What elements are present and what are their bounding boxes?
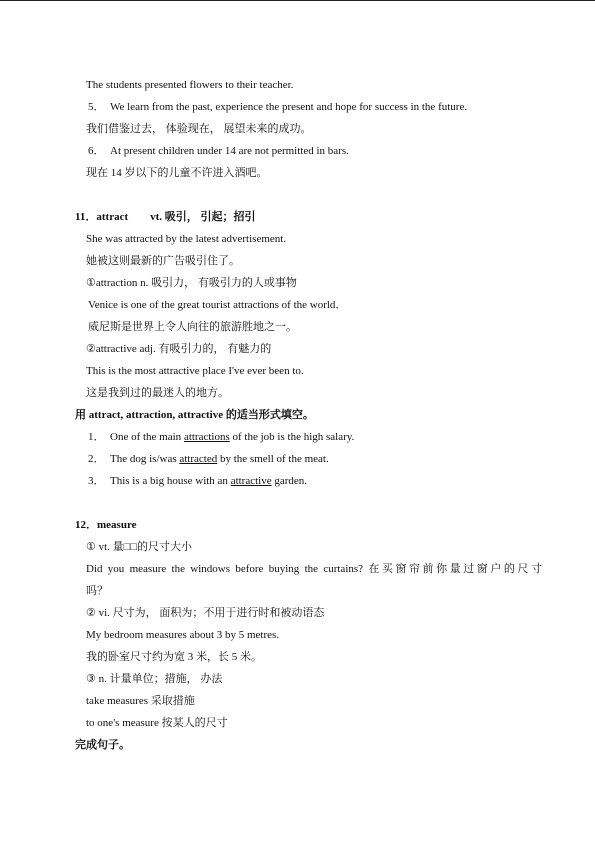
question-text: One of the main <box>110 431 184 443</box>
question-number: 1． <box>88 431 105 443</box>
example-sentence: She was attracted by the latest advertisement. <box>86 233 287 245</box>
example-sentence-continued: 吗？ <box>86 585 108 597</box>
question-text: The dog is/was <box>110 453 180 465</box>
answer-blank: attractive <box>230 475 272 487</box>
page-top-rule <box>0 0 595 1</box>
question-text: garden. <box>271 475 308 487</box>
definition-item: ① vt. 量□□的尺寸大小 <box>86 541 192 553</box>
example-sentence: Venice is one of the great tourist attractions of the world． <box>88 299 347 311</box>
example-sentence: Did you measure the windows before buying the curtains? 在买窗帘前你量过窗户的尺寸 <box>86 563 542 575</box>
phrase-item: take measures 采取措施 <box>86 695 195 707</box>
example-sentence: This is the most attractive place I've ever been to. <box>86 365 304 377</box>
section-heading-attract: 11．attract vt. 吸引， 引起；招引 <box>75 211 256 223</box>
question-number: 3． <box>88 475 105 487</box>
question-text: This is a big house with an <box>110 475 231 487</box>
example-translation: 现在 14 岁以下的儿童不许进入酒吧。 <box>86 167 268 179</box>
definition-item: ③ n. 计量单位；措施， 办法 <box>86 673 223 685</box>
question-sentence <box>110 431 354 444</box>
example-sentence: At present children under 14 are not permitted in bars. <box>110 145 349 157</box>
example-sentence: My bedroom measures about 3 by 5 metres. <box>86 629 280 641</box>
example-translation: 我们借鉴过去， 体验现在， 展望未来的成功。 <box>86 123 312 135</box>
question-sentence <box>110 475 307 488</box>
question-sentence <box>110 453 329 466</box>
definition-item: ②attractive adj. 有吸引力的， 有魅力的 <box>86 343 272 355</box>
answer-blank: attractions <box>183 431 230 443</box>
example-translation: 威尼斯是世界上令人向往的旅游胜地之一。 <box>88 321 297 333</box>
example-translation: 我的卧室尺寸约为宽 3 米，长 5 米。 <box>86 651 262 663</box>
example-translation: 她被这则最新的广告吸引住了。 <box>86 255 240 267</box>
example-number: 6． <box>88 145 105 157</box>
definition-item: ② vi. 尺寸为， 面积为；不用于进行时和被动语态 <box>86 607 325 619</box>
question-number: 2． <box>88 453 105 465</box>
definition-item: ①attraction n. 吸引力， 有吸引力的人或事物 <box>86 277 297 289</box>
exercise-instruction: 完成句子。 <box>75 739 130 751</box>
example-sentence: The students presented flowers to their teacher. <box>86 79 294 91</box>
phrase-item: to one's measure 按某人的尺寸 <box>86 717 228 729</box>
example-sentence: We learn from the past, experience the present and hope for success in the future. <box>110 101 468 113</box>
answer-blank: attracted <box>179 453 218 465</box>
example-number: 5． <box>88 101 105 113</box>
section-heading-measure: 12．measure <box>75 519 137 531</box>
example-translation: 这是我到过的最迷人的地方。 <box>86 387 229 399</box>
question-text: of the job is the high salary. <box>229 431 355 443</box>
exercise-instruction: 用 attract, attraction, attractive 的适当形式填空。 <box>75 409 314 421</box>
question-text: by the smell of the meat. <box>217 453 329 465</box>
